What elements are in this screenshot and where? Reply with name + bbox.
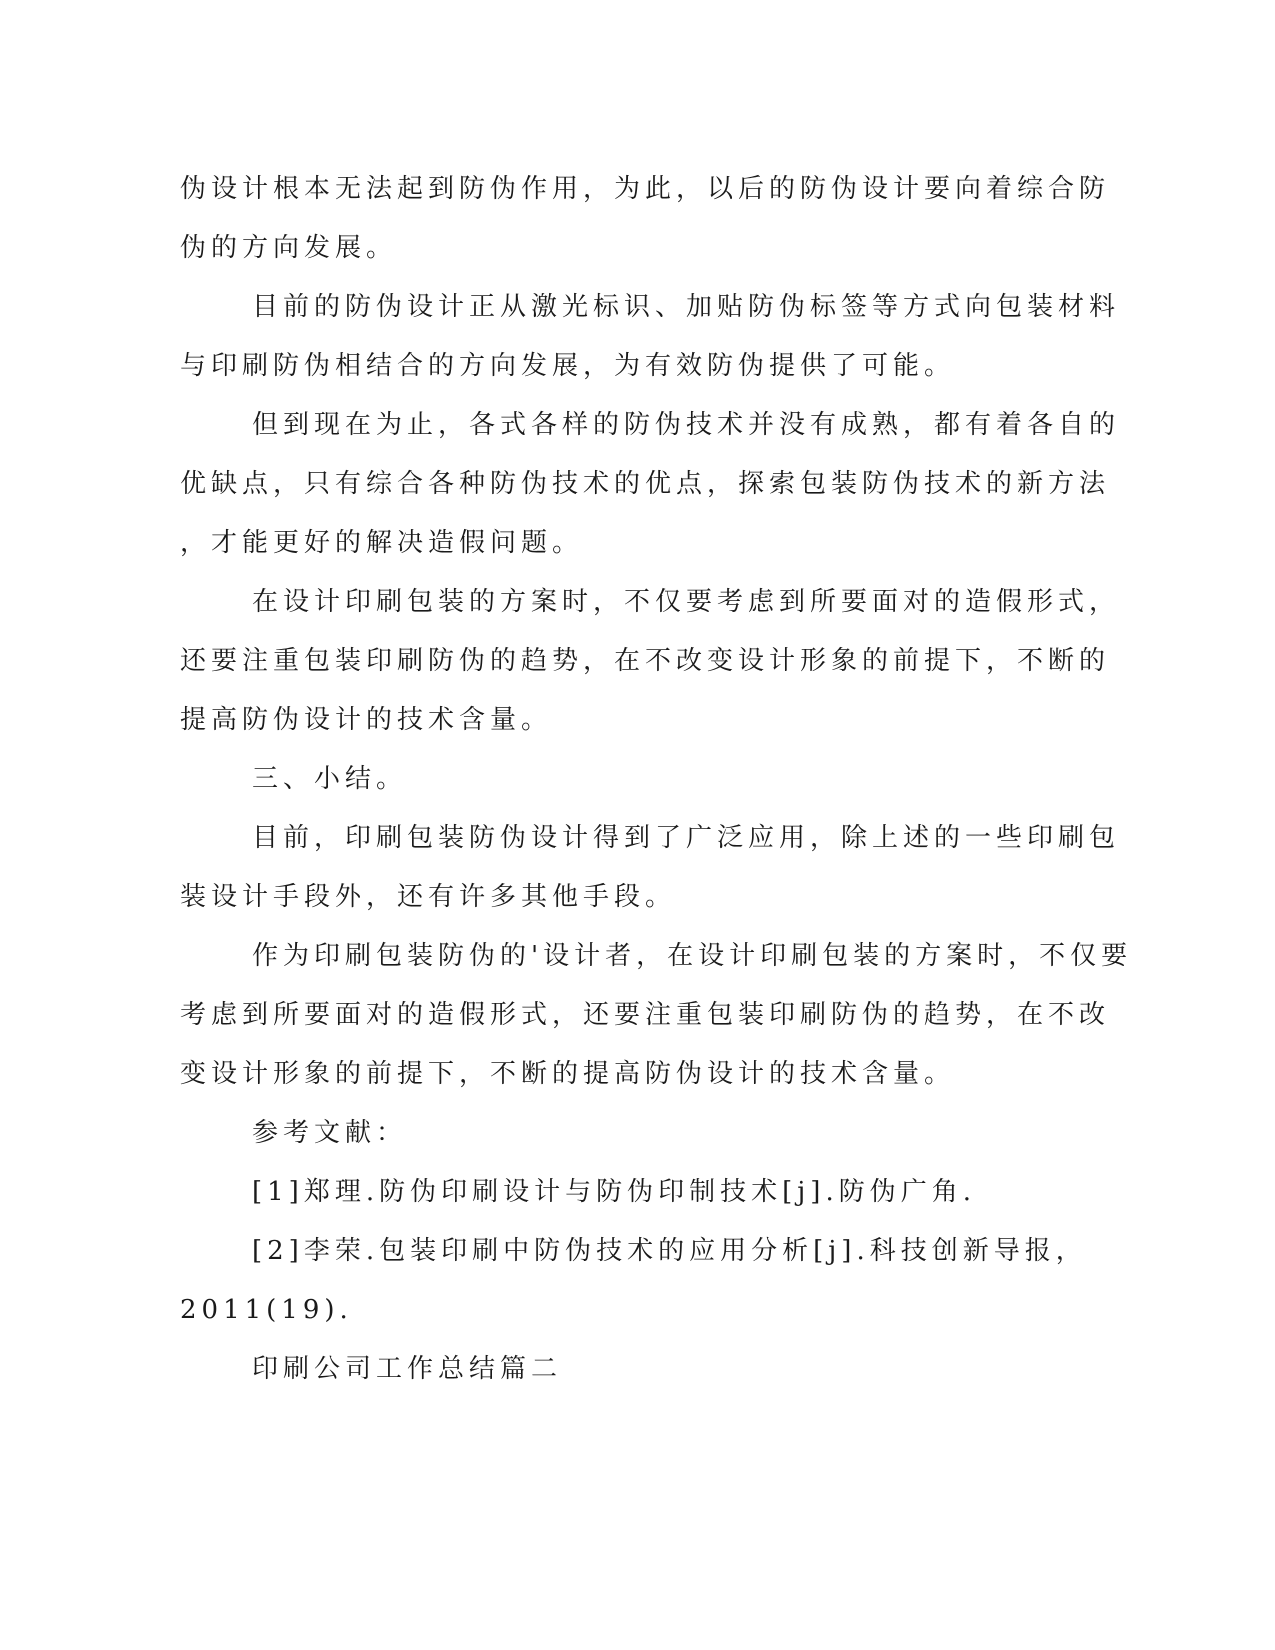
text-line: 装设计手段外，还有许多其他手段。	[180, 882, 677, 912]
text-line: 与印刷防伪相结合的方向发展，为有效防伪提供了可能。	[180, 351, 956, 381]
text-line: 变设计形象的前提下，不断的提高防伪设计的技术含量。	[180, 1059, 956, 1089]
reference-item: [2]李荣.包装印刷中防伪技术的应用分析[j].科技创新导报，	[252, 1236, 1087, 1266]
text-line: 目前的防伪设计正从激光标识、加贴防伪标签等方式向包装材料	[252, 292, 1121, 322]
text-line: 考虑到所要面对的造假形式，还要注重包装印刷防伪的趋势，在不改	[180, 1000, 1111, 1030]
next-section-title: 印刷公司工作总结篇二	[252, 1354, 563, 1384]
text-line: 伪设计根本无法起到防伪作用，为此，以后的防伪设计要向着综合防	[180, 174, 1111, 204]
text-line: 但到现在为止，各式各样的防伪技术并没有成熟，都有着各自的	[252, 410, 1121, 440]
text-line: 优缺点，只有综合各种防伪技术的优点，探索包装防伪技术的新方法	[180, 469, 1111, 499]
section-heading: 三、小结。	[252, 764, 408, 794]
reference-item-continuation: 2011(19).	[180, 1295, 353, 1325]
text-line: 还要注重包装印刷防伪的趋势，在不改变设计形象的前提下，不断的	[180, 646, 1111, 676]
document-body	[180, 160, 1133, 1399]
text-line: 作为印刷包装防伪的'设计者，在设计印刷包装的方案时，不仅要	[252, 941, 1133, 971]
text-line: ，才能更好的解决造假问题。	[180, 528, 584, 558]
text-line: 在设计印刷包装的方案时，不仅要考虑到所要面对的造假形式，	[252, 587, 1121, 617]
text-line: 目前，印刷包装防伪设计得到了广泛应用，除上述的一些印刷包	[252, 823, 1121, 853]
text-line: 伪的方向发展。	[180, 233, 398, 263]
text-line: 提高防伪设计的技术含量。	[180, 705, 553, 735]
references-heading: 参考文献：	[252, 1118, 408, 1148]
reference-item: [1]郑理.防伪印刷设计与防伪印制技术[j].防伪广角.	[252, 1177, 976, 1207]
